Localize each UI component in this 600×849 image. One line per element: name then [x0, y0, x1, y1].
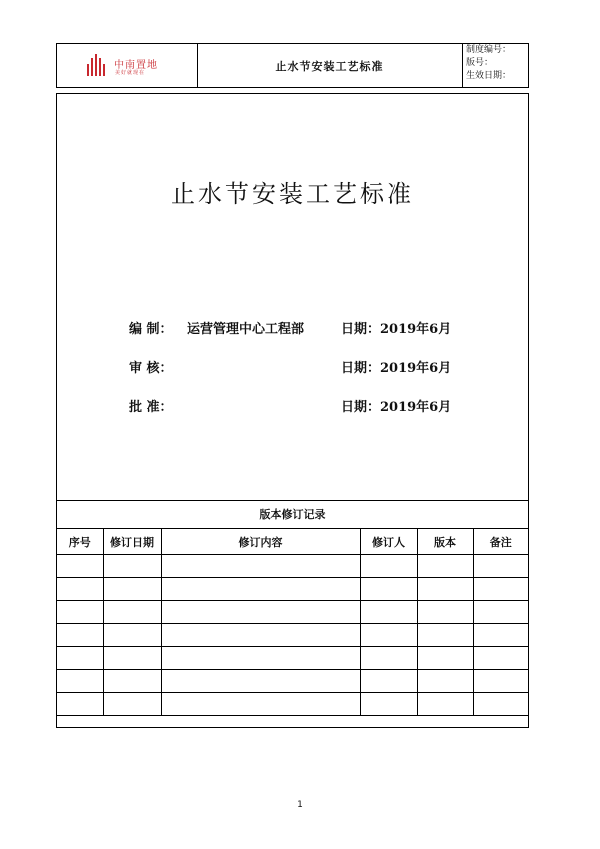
table-cell: [103, 555, 161, 578]
table-cell: [360, 601, 417, 624]
table-cell: [473, 601, 528, 624]
table-cell: [161, 601, 360, 624]
table-cell: [360, 578, 417, 601]
col-header-content: 修订内容: [161, 529, 360, 555]
info-label: 审 核：: [129, 361, 173, 376]
info-date: 日期：2019年6月: [341, 400, 452, 415]
table-cell: [417, 601, 473, 624]
header-title: 止水节安装工艺标准: [197, 44, 463, 87]
table-cell: [57, 670, 103, 693]
table-row: [57, 555, 528, 578]
table-cell: [161, 578, 360, 601]
table-cell: [57, 555, 103, 578]
table-row: [57, 693, 528, 716]
col-header-reviser: 修订人: [360, 529, 417, 555]
revision-record-title: 版本修订记录: [57, 500, 528, 529]
table-cell: [57, 624, 103, 647]
info-label: 编 制：: [129, 322, 173, 337]
table-cell: [473, 578, 528, 601]
table-cell: [103, 601, 161, 624]
table-cell: [417, 670, 473, 693]
table-cell: [473, 624, 528, 647]
logo-cell: [57, 44, 198, 87]
table-cell: [417, 555, 473, 578]
table-cell: [473, 555, 528, 578]
table-cell: [360, 693, 417, 716]
info-date: 日期：2019年6月: [341, 361, 452, 376]
table-cell: [473, 670, 528, 693]
col-header-date: 修订日期: [103, 529, 161, 555]
table-cell: [161, 647, 360, 670]
table-cell: [360, 555, 417, 578]
info-date: 日期：2019年6月: [341, 322, 452, 337]
table-cell: [103, 670, 161, 693]
table-cell: [473, 647, 528, 670]
header-meta: [463, 44, 529, 87]
page-number: 1: [297, 800, 303, 810]
table-row: [57, 601, 528, 624]
table-cell: [161, 693, 360, 716]
table-cell: [417, 578, 473, 601]
table-cell: [103, 624, 161, 647]
meta-effective-date: 生效日期：: [466, 71, 512, 81]
table-cell: [360, 647, 417, 670]
table-row: [57, 670, 528, 693]
logo-slogan: 美好就现在: [115, 70, 146, 76]
col-header-remarks: 备注: [473, 529, 528, 555]
logo-name: 中南置地: [114, 60, 158, 71]
meta-version: 版号：: [466, 58, 494, 68]
table-cell: [103, 693, 161, 716]
revision-table: [57, 528, 528, 716]
info-value: 运营管理中心工程部: [187, 322, 305, 337]
col-header-index: 序号: [57, 529, 103, 555]
revision-table-header: [57, 529, 528, 555]
table-cell: [103, 578, 161, 601]
table-row: [57, 624, 528, 647]
table-cell: [473, 693, 528, 716]
table-row: [57, 578, 528, 601]
table-cell: [57, 601, 103, 624]
table-cell: [161, 670, 360, 693]
table-cell: [161, 555, 360, 578]
table-cell: [57, 578, 103, 601]
table-cell: [360, 624, 417, 647]
document-title: 止水节安装工艺标准: [171, 180, 414, 208]
table-cell: [360, 670, 417, 693]
cover-frame: [56, 93, 529, 728]
meta-doc-number: 制度编号：: [466, 45, 512, 55]
table-cell: [417, 647, 473, 670]
table-cell: [57, 693, 103, 716]
table-cell: [161, 624, 360, 647]
company-logo-icon: [87, 54, 109, 76]
table-cell: [103, 647, 161, 670]
document-header: [56, 43, 529, 88]
table-cell: [57, 647, 103, 670]
table-cell: [417, 624, 473, 647]
table-cell: [417, 693, 473, 716]
col-header-version: 版本: [417, 529, 473, 555]
table-row: [57, 647, 528, 670]
info-label: 批 准：: [129, 400, 173, 415]
